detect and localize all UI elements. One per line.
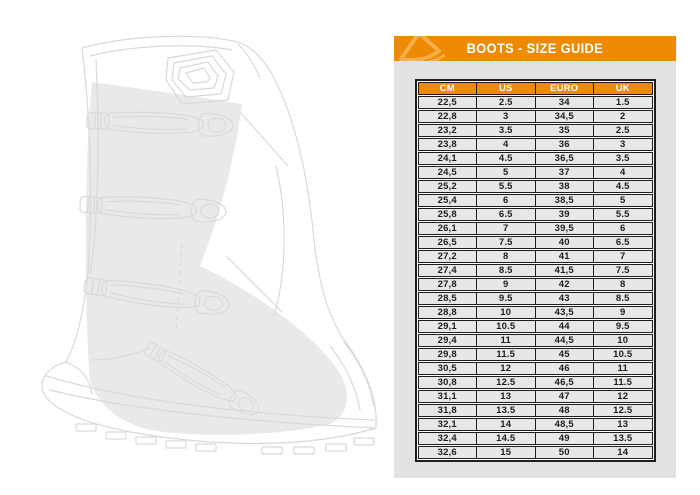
table-cell: 29,8: [419, 349, 478, 360]
table-cell: 4: [477, 139, 536, 150]
table-cell: 23,2: [419, 125, 478, 136]
size-guide-header: [394, 36, 676, 61]
size-guide-title: BOOTS - SIZE GUIDE: [466, 41, 604, 56]
table-cell: 8: [620, 278, 626, 290]
table-cell: 4.5: [477, 153, 536, 164]
table-cell: 42: [536, 279, 595, 290]
table-cell: 3: [620, 138, 626, 150]
table-row: [418, 194, 653, 207]
table-row: [418, 418, 653, 431]
table-cell: 9: [620, 306, 626, 318]
table-cell: 15: [477, 447, 536, 458]
table-cell: 39,5: [536, 223, 595, 234]
table-cell: 31,1: [419, 391, 478, 402]
table-row: [418, 348, 653, 361]
table-cell: 31,8: [419, 405, 478, 416]
table-cell: 46,5: [536, 377, 595, 388]
table-cell: 8.5: [477, 265, 536, 276]
table-row: [418, 432, 653, 445]
table-cell: 24,5: [419, 167, 478, 178]
table-row: [418, 264, 653, 277]
table-cell: 26,5: [419, 237, 478, 248]
table-row: [418, 236, 653, 249]
table-row: [418, 446, 653, 459]
table-row: [418, 110, 653, 123]
table-cell: 2.5: [615, 124, 630, 136]
table-row: [418, 124, 653, 137]
table-cell: 29,4: [419, 335, 478, 346]
table-row: [418, 250, 653, 263]
table-cell: 34,5: [536, 111, 595, 122]
table-cell: 36: [536, 139, 595, 150]
table-cell: 37: [536, 167, 595, 178]
table-cell: 38: [536, 181, 595, 192]
table-row: [418, 278, 653, 291]
table-row: [418, 362, 653, 375]
table-cell: 11: [617, 362, 628, 374]
table-cell: 5.5: [477, 181, 536, 192]
table-cell: 32,6: [419, 447, 478, 458]
table-cell: 7.5: [477, 237, 536, 248]
table-row: [418, 138, 653, 151]
column-header-us: US: [477, 83, 536, 94]
table-cell: 47: [536, 391, 595, 402]
table-cell: 11.5: [477, 349, 536, 360]
table-cell: 36,5: [536, 153, 595, 164]
table-cell: 13.5: [613, 432, 633, 444]
table-cell: 6: [620, 222, 626, 234]
table-cell: 41,5: [536, 265, 595, 276]
table-cell: 49: [536, 433, 595, 444]
table-cell: 45: [536, 349, 595, 360]
table-cell: 14: [477, 419, 536, 430]
table-row: [418, 292, 653, 305]
table-cell: 25,4: [419, 195, 478, 206]
table-cell: 13: [617, 418, 629, 430]
table-cell: 40: [536, 237, 595, 248]
table-cell: 11: [477, 335, 536, 346]
table-cell: 8.5: [615, 292, 630, 304]
table-cell: 27,4: [419, 265, 478, 276]
table-cell: 3: [477, 111, 536, 122]
table-cell: 27,2: [419, 251, 478, 262]
table-cell: 6.5: [477, 209, 536, 220]
size-guide-panel: [394, 36, 676, 478]
table-cell: 29,1: [419, 321, 478, 332]
table-cell: 25,2: [419, 181, 478, 192]
table-cell: 9.5: [615, 320, 630, 332]
table-row: [418, 208, 653, 221]
table-cell: 1.5: [615, 96, 630, 108]
column-header-euro: EURO: [536, 83, 595, 94]
table-cell: 39: [536, 209, 595, 220]
table-cell: 11.5: [613, 376, 633, 388]
boot-line-drawing: [30, 16, 390, 481]
table-row: [418, 152, 653, 165]
table-cell: 2.5: [477, 97, 536, 108]
table-cell: 41: [536, 251, 595, 262]
table-cell: 44: [536, 321, 595, 332]
table-cell: 6: [477, 195, 536, 206]
table-cell: 5: [620, 194, 626, 206]
table-cell: 5.5: [615, 208, 630, 220]
table-cell: 10: [477, 307, 536, 318]
table-cell: 48: [536, 405, 595, 416]
table-cell: 24,1: [419, 153, 478, 164]
table-cell: 44,5: [536, 335, 595, 346]
table-cell: 14: [617, 446, 629, 458]
table-cell: 30,8: [419, 377, 478, 388]
table-cell: 10: [617, 334, 629, 346]
table-cell: 38,5: [536, 195, 595, 206]
acerbis-logo-icon: [395, 36, 447, 61]
table-cell: 10.5: [613, 348, 633, 360]
table-cell: 12.5: [613, 404, 633, 416]
table-cell: 14.5: [477, 433, 536, 444]
table-cell: 23,8: [419, 139, 478, 150]
table-row: [418, 404, 653, 417]
table-cell: 26,1: [419, 223, 478, 234]
table-cell: 8: [477, 251, 536, 262]
table-cell: 12.5: [477, 377, 536, 388]
table-row: [418, 166, 653, 179]
table-cell: 4.5: [615, 180, 630, 192]
table-cell: 13.5: [477, 405, 536, 416]
table-cell: 3.5: [477, 125, 536, 136]
table-cell: 32,4: [419, 433, 478, 444]
table-cell: 5: [477, 167, 536, 178]
table-row: [418, 390, 653, 403]
table-cell: 43: [536, 293, 595, 304]
table-cell: 7.5: [615, 264, 630, 276]
size-chart-rows: [418, 82, 653, 459]
column-header-uk: UK: [594, 83, 652, 94]
table-cell: 12: [617, 390, 629, 402]
table-cell: 25,8: [419, 209, 478, 220]
table-header-row: [418, 82, 653, 95]
table-cell: 22,5: [419, 97, 478, 108]
table-cell: 34: [536, 97, 595, 108]
table-row: [418, 334, 653, 347]
ribbed-panel: [166, 50, 234, 104]
size-chart-table: [415, 79, 656, 462]
table-cell: 32,1: [419, 419, 478, 430]
column-header-cm: CM: [419, 83, 478, 94]
table-cell: 48,5: [536, 419, 595, 430]
table-cell: 12: [477, 363, 536, 374]
table-cell: 13: [477, 391, 536, 402]
table-row: [418, 96, 653, 109]
table-cell: 3.5: [615, 152, 630, 164]
table-cell: 4: [620, 166, 626, 178]
table-cell: 22,8: [419, 111, 478, 122]
motocross-boot-illustration: [30, 16, 390, 481]
table-cell: 43,5: [536, 307, 595, 318]
table-cell: 27,8: [419, 279, 478, 290]
table-row: [418, 320, 653, 333]
table-row: [418, 376, 653, 389]
table-row: [418, 222, 653, 235]
table-cell: 28,8: [419, 307, 478, 318]
table-row: [418, 180, 653, 193]
table-cell: 35: [536, 125, 595, 136]
table-cell: 9.5: [477, 293, 536, 304]
table-cell: 7: [477, 223, 536, 234]
table-cell: 9: [477, 279, 536, 290]
table-cell: 46: [536, 363, 595, 374]
table-cell: 10.5: [477, 321, 536, 332]
table-cell: 2: [620, 110, 626, 122]
table-cell: 6.5: [615, 236, 630, 248]
table-cell: 50: [536, 447, 595, 458]
table-row: [418, 306, 653, 319]
table-cell: 30,5: [419, 363, 478, 374]
table-cell: 7: [620, 250, 626, 262]
table-cell: 28,5: [419, 293, 478, 304]
